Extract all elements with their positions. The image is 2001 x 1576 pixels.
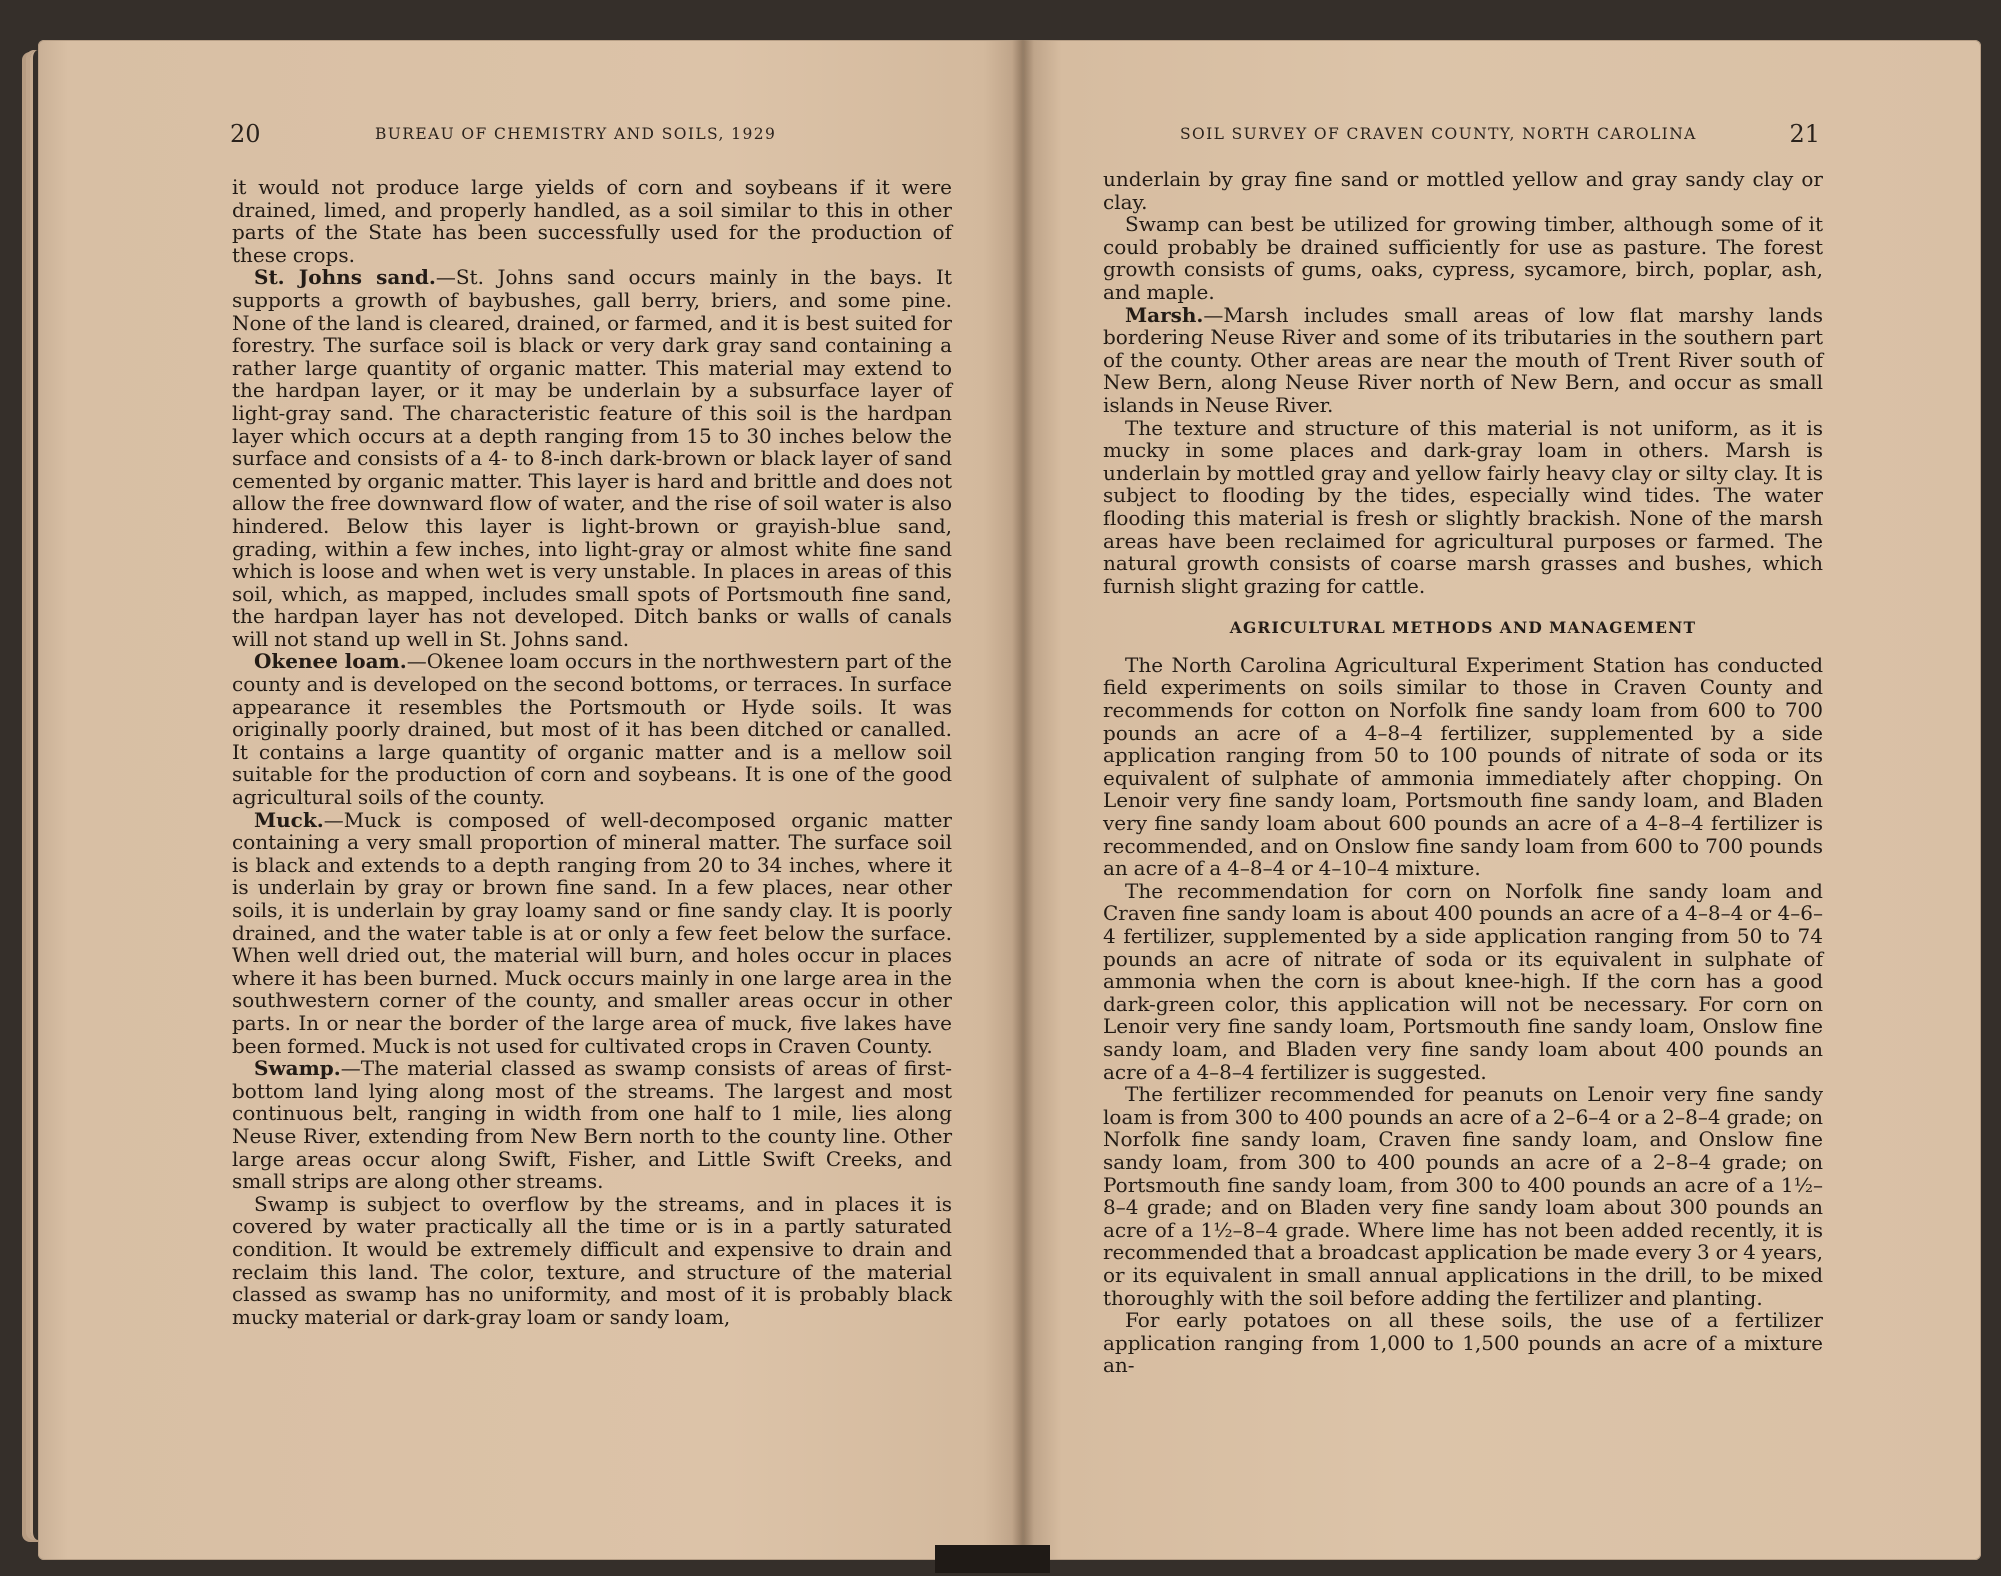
right-running-head bbox=[1180, 120, 1820, 148]
paragraph-text: The texture and structure of this material is not uniform, as it is mucky in some places and dark-gray loam in others. Marsh is underlain by mottled gray and yellow fairly heavy clay or silty clay. It is subject to flooding by the tides, especially wind tides. The water flooding this material is fresh or slightly brackish. None of the marsh areas have been reclaimed for agricultural purposes or farmed. The natural growth consists of coarse marsh grasses and bushes, which furnish slight grazing for cattle. bbox=[1103, 415, 1823, 598]
paragraph-text: underlain by gray fine sand or mottled yellow and gray sandy clay or clay. bbox=[1103, 167, 1823, 214]
paragraph-text: —St. Johns sand occurs mainly in the bays. It supports a growth of baybushes, gall berry, briers, and some pine. None of the land is cleared, drained, or farmed, and it is best suited for forestry. The surface soil is black or very dark gray sand containing a rather large quantity of organic matter. This material may extend to the hardpan layer, or it may be underlain by a subsurface layer of light-gray sand. The characteristic feature of this soil is the hardpan layer which occurs at a depth ranging from 15 to 30 inches below the surface and consists of a 4- to 8-inch dark-brown or black layer of sand cemented by organic matter. This layer is hard and brittle and does not allow the free downward flow of water, and the rise of soil water is also hindered. Below this layer is light-brown or grayish-blue sand, grading, within a few inches, into light-gray or almost white fine sand which is loose and when wet is very unstable. In places in areas of this soil, which, as mapped, includes small spots of Portsmouth fine sand, the hardpan layer has not developed. Ditch banks or walls of canals will not stand up well in St. Johns sand. bbox=[232, 265, 952, 651]
paragraph-text: The North Carolina Agricultural Experiment Station has conducted field experiments on soils similar to those in Craven County and recommends for cotton on Norfolk fine sandy loam from 600 to 700 pounds an acre of a 4–8–4 fertilizer, supplemented by a side application ranging from 50 to 100 pounds of nitrate of soda or its equivalent of sulphate of ammonia immediately after chopping. On Lenoir very fine sandy loam, Portsmouth fine sandy loam, and Bladen very fine sandy loam about 600 pounds an acre of a 4–8–4 fertilizer is recommended, and on Onslow fine sandy loam from 600 to 700 pounds an acre of a 4–8–4 or 4–10–4 mixture. bbox=[1103, 652, 1823, 881]
paragraph-swamp bbox=[232, 1057, 952, 1193]
paragraph bbox=[1103, 1083, 1823, 1309]
paragraph-text: The fertilizer recommended for peanuts on Lenoir very fine sandy loam is from 300 to 400 pounds an acre of a 2–6–4 or a 2–8–4 grade; on Norfolk fine sandy loam, Craven fine sandy loam, and Onslow fine sandy loam, from 300 to 400 pounds an acre of a 2–8–4 grade; on Portsmouth fine sandy loam, from 300 to 400 pounds an acre of a 1½–8–4 grade; and on Bladen very fine sandy loam about 300 pounds an acre of a 1½–8–4 grade. Where lime has not been added recently, it is recommended that a broadcast application be made every 3 or 4 years, or its equivalent in small annual applications in the drill, to be mixed thoroughly with the soil before adding the fertilizer and planting. bbox=[1103, 1082, 1823, 1310]
section-heading: AGRICULTURAL METHODS AND MANAGEMENT bbox=[1229, 618, 1697, 638]
paragraph bbox=[1103, 880, 1823, 1083]
soil-heading: Marsh. bbox=[1125, 302, 1204, 327]
paragraph-text: —The material classed as swamp consists of areas of first-bottom land lying along most of the streams. The largest and most continuous belt, ranging in width from one half to 1 mile, lies along Neuse River, extending from New Bern north to the county line. Other large areas occur along Swift, Fisher, and Little Swift Creeks, and small strips are along other streams. bbox=[232, 1056, 952, 1194]
right-page-number: 21 bbox=[1789, 120, 1820, 148]
left-running-title: BUREAU OF CHEMISTRY AND SOILS, 1929 bbox=[375, 125, 777, 143]
paragraph bbox=[1103, 1309, 1823, 1377]
paragraph-marsh bbox=[1103, 304, 1823, 417]
paragraph-muck bbox=[232, 809, 952, 1058]
right-running-title: SOIL SURVEY OF CRAVEN COUNTY, NORTH CAROLINA bbox=[1180, 125, 1697, 143]
paragraph-st-johns-sand bbox=[232, 266, 952, 650]
soil-heading: St. Johns sand. bbox=[254, 265, 436, 290]
right-page-text bbox=[1103, 168, 1823, 1377]
soil-heading: Swamp. bbox=[254, 1056, 341, 1081]
paragraph bbox=[1103, 168, 1823, 213]
book-gutter bbox=[1012, 40, 1034, 1560]
left-running-head bbox=[230, 120, 970, 148]
soil-heading: Okenee loam. bbox=[254, 649, 407, 674]
paragraph-text: The recommendation for corn on Norfolk fine sandy loam and Craven fine sandy loam is about 400 pounds an acre of a 4–8–4 or 4–6–4 fertilizer, supplemented by a side application ranging from 50 to 74 pounds an acre of nitrate of soda or its equivalent in sulphate of ammonia when the corn is about knee-high. If the corn has a good dark-green color, this application will not be necessary. For corn on Lenoir very fine sandy loam, Portsmouth fine sandy loam, Onslow fine sandy loam, and Bladen very fine sandy loam about 400 pounds an acre of a 4–8–4 fertilizer is suggested. bbox=[1103, 878, 1823, 1084]
paragraph-text: Swamp can best be utilized for growing timber, although some of it could probably be drained sufficiently for use as pasture. The forest growth consists of gums, oaks, cypress, sycamore, birch, poplar, ash, and maple. bbox=[1103, 212, 1823, 304]
paragraph-text: —Okenee loam occurs in the northwestern part of the county and is developed on the second bottoms, or terraces. In surface appearance it resembles the Portsmouth or Hyde soils. It was originally poorly drained, but most of it has been ditched or canalled. It contains a large quantity of organic matter and is a mellow soil suitable for the production of corn and soybeans. It is one of the good agricultural soils of the county. bbox=[232, 649, 952, 810]
paragraph-text: it would not produce large yields of corn and soybeans if it were drained, limed, and properly handled, as a soil similar to this in other parts of the State has been successfully used for the production of these crops. bbox=[232, 175, 952, 267]
left-page-number: 20 bbox=[230, 120, 261, 148]
paragraph bbox=[1103, 654, 1823, 880]
paragraph bbox=[232, 1193, 952, 1329]
paragraph-text: For early potatoes on all these soils, the use of a fertilizer application ranging from 1,000 to 1,500 pounds an acre of a mixture an- bbox=[1103, 1308, 1823, 1378]
paragraph-text: —Muck is composed of well-decomposed organic matter containing a very small proportion of mineral matter. The surface soil is black and extends to a depth ranging from 20 to 34 inches, where it is underlain by gray or brown fine sand. In a few places, near other soils, it is underlain by gray loamy sand or fine sandy clay. It is poorly drained, and the water table is at or only a few feet below the surface. When well dried out, the material will burn, and holes occur in places where it has been burned. Muck occurs mainly in one large area in the southwestern corner of the county, and smaller areas occur in other parts. In or near the border of the large area of muck, five lakes have been formed. Muck is not used for cultivated crops in Craven County. bbox=[232, 807, 952, 1058]
paragraph-text: —Marsh includes small areas of low flat marshy lands bordering Neuse River and some of its tributaries in the southern part of the county. Other areas are near the mouth of Trent River south of New Bern, along Neuse River north of New Bern, and occur as small islands in Neuse River. bbox=[1103, 302, 1823, 417]
paragraph bbox=[1103, 417, 1823, 598]
soil-heading: Muck. bbox=[254, 807, 324, 832]
spine-binding bbox=[935, 1545, 1050, 1573]
paragraph bbox=[1103, 213, 1823, 303]
paragraph bbox=[232, 176, 952, 266]
paragraph-text: Swamp is subject to overflow by the streams, and in places it is covered by water practically all the time or is in a partly saturated condition. It would be extremely difficult and expensive to drain and reclaim this land. The color, texture, and structure of the material classed as swamp has no uniformity, and most of it is probably black mucky material or dark-gray loam or sandy loam, bbox=[232, 1191, 952, 1329]
paragraph-okenee-loam bbox=[232, 650, 952, 808]
left-page-text bbox=[232, 176, 952, 1328]
